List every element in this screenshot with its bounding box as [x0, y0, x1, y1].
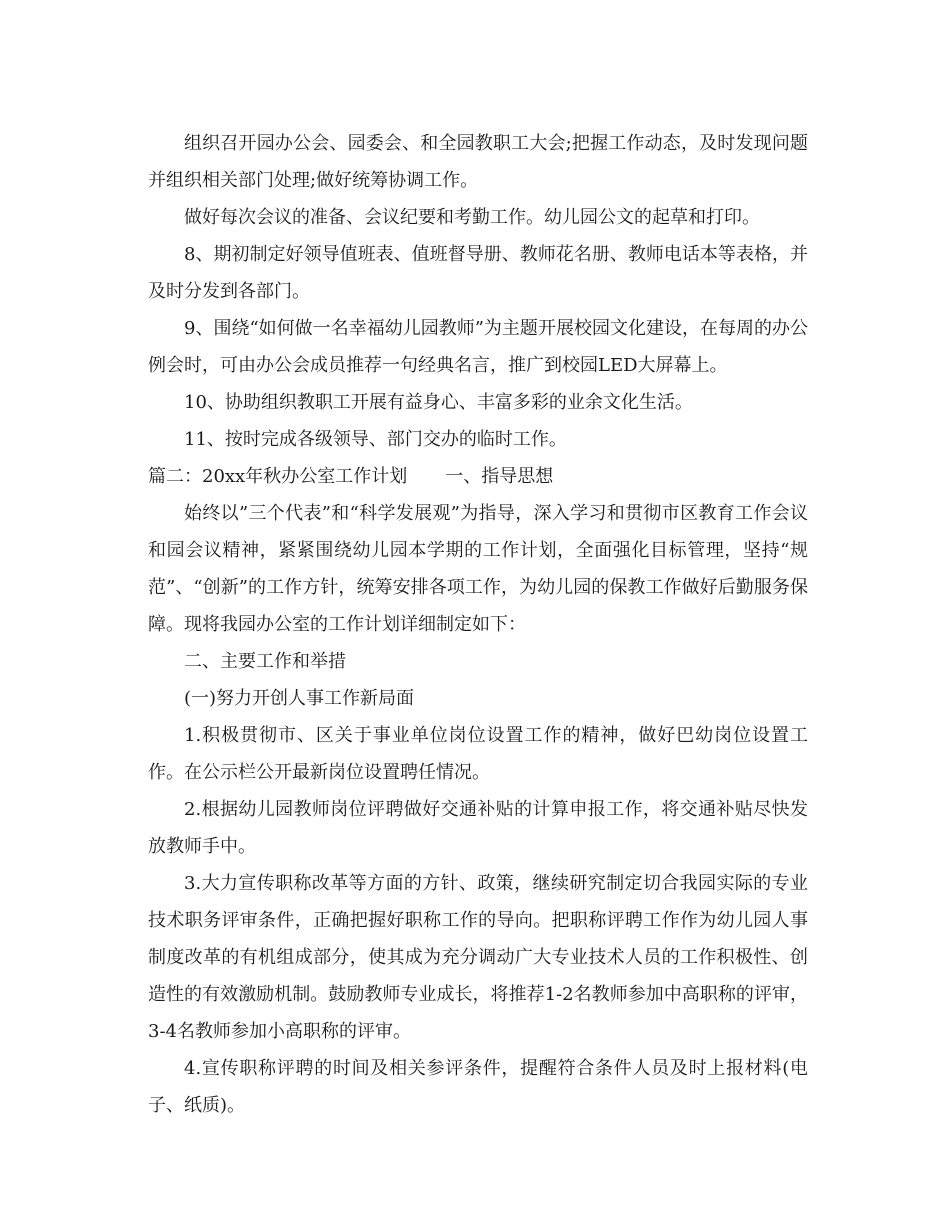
- heading-personnel: (一)努力开创人事工作新局面: [184, 688, 415, 709]
- section-heading: [148, 458, 808, 495]
- paragraph-point-2: 2.根据幼儿园教师岗位评聘做好交通补贴的计算申报工作，将交通补贴尽快发放教师手中。: [148, 799, 808, 857]
- document-body: [148, 125, 808, 1124]
- paragraph-item-11: 11、按时完成各级领导、部门交办的临时工作。: [184, 429, 567, 450]
- paragraph-meeting-prep: 做好每次会议的准备、会议纪要和考勤工作。幼儿园公文的起草和打印。: [184, 207, 760, 228]
- section-title: 篇二：20xx年秋办公室工作计划: [148, 466, 408, 487]
- paragraph-meetings: 组织召开园办公会、园委会、和全园教职工大会;把握工作动态，及时发现问题并组织相关部门处理;做好统筹协调工作。: [148, 133, 808, 191]
- paragraph-guiding-thought: 始终以”三个代表”和“科学发展观”为指导，深入学习和贯彻市区教育工作会议和园会议精神，紧紧围绕幼儿园本学期的工作计划，全面强化目标管理，坚持“规范”、“创新”的工作方针，统筹安排各项工作，为幼儿园的保教工作做好后勤服务保障。现将我园办公室的工作计划详细制定如下：: [148, 503, 808, 635]
- paragraph-item-8: 8、期初制定好领导值班表、值班督导册、教师花名册、教师电话本等表格，并及时分发到各部门。: [148, 244, 808, 302]
- heading-main-work: 二、主要工作和举措: [184, 651, 346, 672]
- paragraph-point-4: 4.宣传职称评聘的时间及相关参评条件，提醒符合条件人员及时上报材料(电子、纸质)。: [148, 1058, 808, 1116]
- section-subtitle: 一、指导思想: [445, 466, 554, 487]
- paragraph-item-9: 9、围绕“如何做一名幸福幼儿园教师”为主题开展校园文化建设，在每周的办公例会时，可由办公会成员推荐一句经典名言，推广到校园LED大屏幕上。: [148, 318, 808, 376]
- paragraph-point-3: 3.大力宣传职称改革等方面的方针、政策，继续研究制定切合我园实际的专业技术职务评审条件，正确把握好职称工作的导向。把职称评聘工作作为幼儿园人事制度改革的有机组成部分，使其成为充分调动广大专业技术人员的工作积极性、创造性的有效激励机制。鼓励教师专业成长，将推荐1-2名教师参加中高职称的评审，3-4名教师参加小高职称的评审。: [148, 873, 808, 1042]
- paragraph-item-10: 10、协助组织教职工开展有益身心、丰富多彩的业余文化生活。: [184, 392, 693, 413]
- paragraph-point-1: 1.积极贯彻市、区关于事业单位岗位设置工作的精神，做好巴幼岗位设置工作。在公示栏公开最新岗位设置聘任情况。: [148, 725, 808, 783]
